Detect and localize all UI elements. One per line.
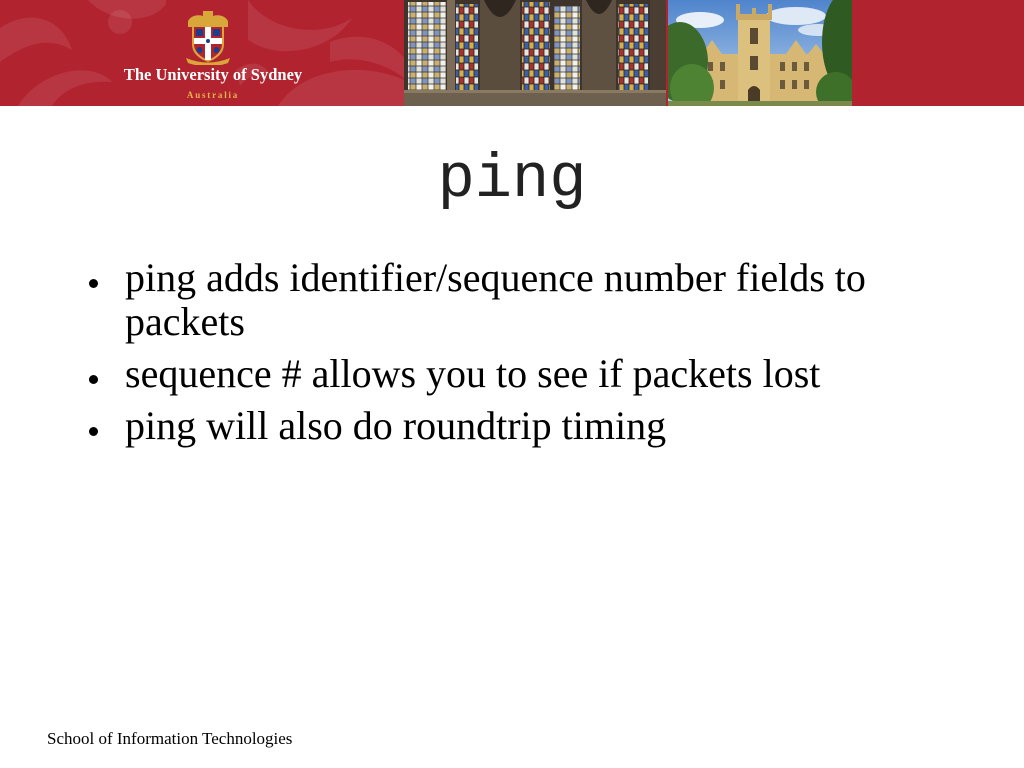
bullet-item [88,256,928,344]
stained-glass-photo [404,0,666,106]
university-country: Australia [186,90,240,100]
university-name: The University of Sydney [123,65,303,84]
bullet-text: ping adds identifier/sequence number fields to packets [125,255,866,344]
university-logo [103,0,323,106]
bullet-icon [89,427,98,436]
footer-school-name: School of Information Technologies [47,729,293,748]
header-banner [0,0,1024,106]
bullet-icon [89,279,98,288]
bullet-text: ping will also do roundtrip timing [125,403,667,448]
bullet-text: sequence # allows you to see if packets lost [125,351,821,396]
slide-title: ping [437,144,587,215]
bullet-item [88,404,928,448]
university-crest-icon [183,11,233,65]
bullet-list [88,256,928,456]
bullet-item [88,352,928,396]
quadrangle-photo [668,0,852,106]
bullet-icon [89,375,98,384]
